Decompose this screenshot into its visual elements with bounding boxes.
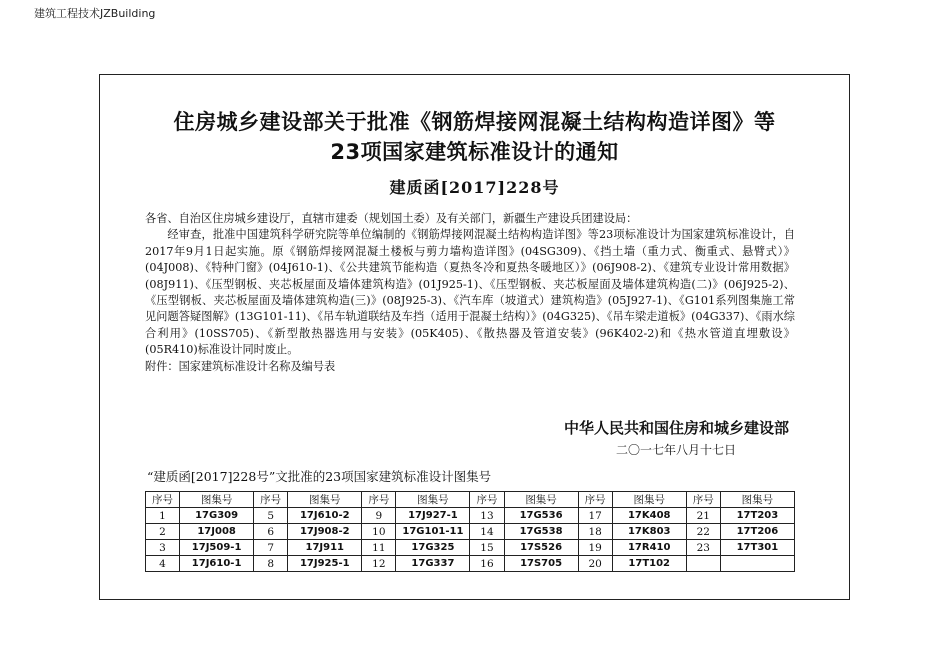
code-cell: 17G538 [504, 524, 578, 540]
index-cell: 6 [254, 524, 288, 540]
header-cell: 序号 [362, 492, 396, 508]
code-cell: 17J927-1 [396, 508, 470, 524]
index-cell: 23 [686, 540, 720, 556]
index-cell: 1 [146, 508, 180, 524]
table-header-row [146, 492, 795, 508]
code-cell: 17J925-1 [288, 556, 362, 572]
index-cell: 22 [686, 524, 720, 540]
code-cell: 17J008 [180, 524, 254, 540]
index-cell: 13 [470, 508, 504, 524]
table-row [146, 556, 795, 572]
catalog-table [145, 491, 795, 572]
code-cell: 17K803 [612, 524, 686, 540]
code-cell: 17G325 [396, 540, 470, 556]
table-row [146, 540, 795, 556]
notice-body [145, 211, 795, 375]
header-cell: 图集号 [180, 492, 254, 508]
index-cell [686, 556, 720, 572]
index-cell: 20 [578, 556, 612, 572]
index-cell: 2 [146, 524, 180, 540]
table-row [146, 508, 795, 524]
index-cell: 7 [254, 540, 288, 556]
title-line-1: 住房城乡建设部关于批准《钢筋焊接网混凝土结构构造详图》等 [173, 110, 776, 134]
header-cell: 图集号 [396, 492, 470, 508]
index-cell: 10 [362, 524, 396, 540]
document-number: 建质函[2017]228号 [389, 178, 560, 197]
index-cell: 19 [578, 540, 612, 556]
code-cell: 17G101-11 [396, 524, 470, 540]
header-cell: 图集号 [612, 492, 686, 508]
code-cell: 17S705 [504, 556, 578, 572]
header-cell: 序号 [146, 492, 180, 508]
header-cell: 序号 [254, 492, 288, 508]
index-cell: 3 [146, 540, 180, 556]
code-cell [720, 556, 794, 572]
issue-date: 二〇一七年八月十七日 [615, 443, 736, 457]
table-caption: “建质函[2017]228号”文批准的23项国家建筑标准设计图集号 [147, 469, 492, 484]
table-row [146, 524, 795, 540]
code-cell: 17S526 [504, 540, 578, 556]
issuer: 中华人民共和国住房和城乡建设部 [563, 419, 789, 437]
watermark: 建筑工程技术JZBuilding [34, 7, 156, 20]
header-cell: 图集号 [720, 492, 794, 508]
index-cell: 9 [362, 508, 396, 524]
notice-title [100, 107, 849, 167]
code-cell: 17R410 [612, 540, 686, 556]
header-cell: 序号 [578, 492, 612, 508]
code-cell: 17K408 [612, 508, 686, 524]
code-cell: 17J610-2 [288, 508, 362, 524]
title-line-2: 23项国家建筑标准设计的通知 [330, 140, 619, 164]
header-cell: 图集号 [288, 492, 362, 508]
index-cell: 17 [578, 508, 612, 524]
salutation: 各省、自治区住房城乡建设厅，直辖市建委（规划国土委）及有关部门，新疆生产建设兵团建设局： [145, 212, 638, 225]
header-cell: 序号 [686, 492, 720, 508]
code-cell: 17T206 [720, 524, 794, 540]
code-cell: 17T102 [612, 556, 686, 572]
index-cell: 11 [362, 540, 396, 556]
code-cell: 17G337 [396, 556, 470, 572]
body-paragraph: 经审查，批准中国建筑科学研究院等单位编制的《钢筋焊接网混凝土结构构造详图》等23项标准设计为国家建筑标准设计，自2017年9月1日起实施。原《钢筋焊接网混凝土楼板与剪力墙构造详图》(04SG309)、《挡土墙（重力式、衡重式、悬臂式）》(04J008)、《特种门窗》(04J610-1)、《公共建筑节能构造（夏热冬冷和夏热冬暖地区）》(06J908-2)、《建筑专业设计常用数据》(08J911)、《压型钢板、夹芯板屋面及墙体建筑构造》(01J925-1)、《压型钢板、夹芯板屋面及墙体建筑构造(二)》(06J925-2)、《压型钢板、夹芯板屋面及墙体建筑构造(三)》(08J925-3)、《汽车库（坡道式）建筑构造》(05J927-1)、《G101系列图集施工常见问题答疑图解》(13G101-11)、《吊车轨道联结及车挡（适用于混凝土结构）》(04G325)、《吊车梁走道板》(04G337)、《雨水综合利用》(10SS705)、《新型散热器选用与安装》(05K405)、《散热器及管道安装》(96K402-2)和《热水管道直埋敷设》(05R410)标准设计同时废止。 [145, 228, 795, 357]
index-cell: 4 [146, 556, 180, 572]
index-cell: 16 [470, 556, 504, 572]
header-cell: 序号 [470, 492, 504, 508]
code-cell: 17J908-2 [288, 524, 362, 540]
code-cell: 17G536 [504, 508, 578, 524]
notice-frame [99, 74, 850, 600]
attachment-line: 附件：国家建筑标准设计名称及编号表 [145, 359, 336, 373]
code-cell: 17J509-1 [180, 540, 254, 556]
index-cell: 15 [470, 540, 504, 556]
code-cell: 17J610-1 [180, 556, 254, 572]
header-cell: 图集号 [504, 492, 578, 508]
index-cell: 14 [470, 524, 504, 540]
index-cell: 12 [362, 556, 396, 572]
code-cell: 17G309 [180, 508, 254, 524]
index-cell: 5 [254, 508, 288, 524]
index-cell: 8 [254, 556, 288, 572]
index-cell: 21 [686, 508, 720, 524]
code-cell: 17T203 [720, 508, 794, 524]
index-cell: 18 [578, 524, 612, 540]
code-cell: 17T301 [720, 540, 794, 556]
code-cell: 17J911 [288, 540, 362, 556]
